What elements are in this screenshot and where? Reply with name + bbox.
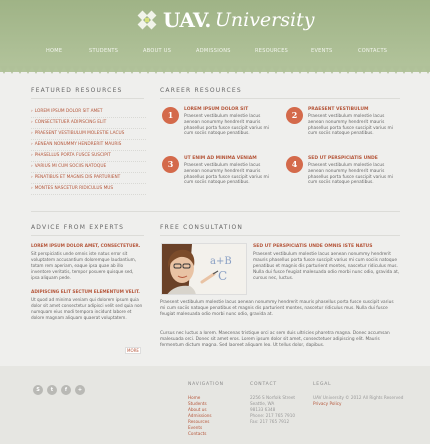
- featured-resources-list: [31, 107, 146, 195]
- footer-nav-contacts[interactable]: Contacts: [188, 431, 207, 436]
- consultation-text: Praesent vestibulum molestie lacus aenean nonummy hendrerit mauris phasellus porta fusce suscipit varius mi cum sociis natoque penatibus et magnis dis parturient montes, nascetur ridiculus mus. Nulla dui fusce feugiat malesuada odio morbi nunc odio, gravida at, cursus nec, luctus.: [253, 252, 400, 281]
- advice-item-text: Ut quod ad minima veniam qui dolorem ipsum quia dolor sit amet consectetur adipisci velit sed quia non numquam eius modi tempora incidunt labore et dolore magnam aliquam quaerat voluptatem.: [31, 297, 143, 320]
- advice-item-title[interactable]: LOREM IPSUM DOLOR AMET, CONSECTETUER.: [31, 244, 141, 249]
- career-item-4: [286, 156, 396, 201]
- career-item-1: [162, 107, 272, 152]
- consultation-divider: [160, 235, 400, 236]
- logo-university-text: University: [214, 9, 315, 31]
- consultation-text: Praesent vestibulum molestie lacus aenean nonummy hendrerit mauris phasellus porta fusce suscipit varius mi cum sociis natoque penatibus et magnis dis parturient montes, nascetur ridiculus mus. Nulla dui fusce feugiat malesuada odio morbi nunc odio, gravida at.: [160, 300, 394, 317]
- career-item-2: [286, 107, 396, 152]
- footer-navigation-title: NAVIGATION: [188, 382, 224, 387]
- svg-text:a+B: a+B: [210, 256, 232, 267]
- career-number-badge: 4: [286, 156, 303, 173]
- career-number-badge: 2: [286, 107, 303, 124]
- featured-divider: [31, 98, 144, 99]
- nav-about-us[interactable]: ABOUT US: [143, 48, 172, 54]
- career-item-text: Praesent vestibulum molestie lacus aenean nonummy hendrerit mauris phasellus porta fusce suscipit varius mi cum sociis natoque penatibus.: [308, 114, 393, 137]
- footer-nav-students[interactable]: Students: [188, 401, 207, 406]
- footer-nav-about-us[interactable]: About us: [188, 407, 207, 412]
- career-number-badge: 3: [162, 156, 179, 173]
- footer-contact-line: Fax: 217 765 7912: [250, 419, 290, 424]
- more-button[interactable]: MORE: [125, 347, 141, 354]
- nav-events[interactable]: EVENTS: [311, 48, 333, 54]
- privacy-policy-link[interactable]: Privacy Policy: [313, 401, 342, 406]
- footer-contact-line: 2256 S Norfolk Street: [250, 395, 296, 400]
- nav-students[interactable]: STUDENTS: [89, 48, 119, 54]
- logo-mark-icon: [137, 10, 157, 30]
- featured-item[interactable]: › PENATIBUS ET MAGNIS DIS PARTURIENT: [31, 173, 146, 184]
- nav-home[interactable]: HOME: [46, 48, 63, 54]
- site-header: [0, 0, 430, 72]
- main-nav: [0, 48, 430, 60]
- footer-contact-line: Phone: 217 765 7910: [250, 413, 296, 418]
- footer-contact-line: Seattle, WA: [250, 401, 275, 406]
- site-footer: [0, 366, 430, 444]
- featured-item[interactable]: › CONSECTETUER ADIPISCING ELIT: [31, 118, 146, 129]
- skype-icon[interactable]: S: [33, 385, 43, 395]
- career-item-text: Praesent vestibulum molestie lacus aenean nonummy hendrerit mauris phasellus porta fusce suscipit varius mi cum sociis natoque penatibus.: [184, 163, 269, 186]
- career-item-title[interactable]: PRAESENT VESTIBULUM: [308, 107, 369, 112]
- featured-resources-title: FEATURED RESOURCES: [31, 87, 123, 94]
- logo[interactable]: [137, 8, 314, 32]
- footer-nav-admissions[interactable]: Admissions: [188, 413, 212, 418]
- student-photo-illustration: [162, 244, 247, 295]
- footer-nav-events[interactable]: Events: [188, 425, 203, 430]
- featured-item[interactable]: › LOREM IPSUM DOLOR SIT AMET: [31, 107, 146, 118]
- section-divider: [31, 211, 400, 212]
- career-item-title[interactable]: UT ENIM AD MINIMA VENIAM: [184, 156, 257, 161]
- footer-contact-title: CONTACT: [250, 382, 277, 387]
- advice-title: ADVICE FROM EXPERTS: [31, 224, 125, 231]
- featured-item[interactable]: › MONTES NASCETUR RIDICULUS MUS: [31, 184, 146, 195]
- advice-divider: [31, 235, 144, 236]
- featured-item[interactable]: › AENEAN NONUMMY HENDRERIT MAURIS: [31, 140, 146, 151]
- nav-resources[interactable]: RESOURCES: [255, 48, 289, 54]
- consultation-title: FREE CONSULTATION: [160, 224, 244, 231]
- career-number-badge: 1: [162, 107, 179, 124]
- career-item-title[interactable]: SED UT PERSPICIATIS UNDE: [308, 156, 378, 161]
- featured-item[interactable]: › VARIUS MI CUM SOCIIS NATOQUE: [31, 162, 146, 173]
- career-divider: [160, 98, 400, 99]
- career-item-text: Praesent vestibulum molestie lacus aenean nonummy hendrerit mauris phasellus porta fusce suscipit varius mi cum sociis natoque penatibus.: [184, 114, 269, 137]
- consultation-photo: [161, 243, 247, 295]
- consultation-subtitle[interactable]: SED UT PERSPICIATIS UNDE OMNIS ISTE NATUS: [253, 244, 373, 249]
- career-item-3: [162, 156, 272, 201]
- twitter-icon[interactable]: t: [47, 385, 57, 395]
- footer-legal-line: UAV University © 2012 All Rights Reserved: [313, 395, 404, 400]
- career-item-text: Praesent vestibulum molestie lacus aenean nonummy hendrerit mauris phasellus porta fusce suscipit varius mi cum sociis natoque penatibus.: [308, 163, 393, 186]
- facebook-icon[interactable]: f: [61, 385, 71, 395]
- footer-nav-resources[interactable]: Resources: [188, 419, 210, 424]
- consultation-text: Cursus nec luctus a lorem. Maecenas tristique orci ac sem duis ultricies pharetra magna. Donec accumsan malesuada orci. Donec sit amet eros. Lorem ipsum dolor sit amet, consectetuer adipiscing elit. Mauris fermentum dictum magna. Sed laoreet aliquam leo. Ut tellus dolor, dapibus.: [160, 331, 390, 348]
- advice-item-title[interactable]: ADIPISCING ELIT SECTUM ELEMENTUM VELIT.: [31, 290, 140, 295]
- featured-item[interactable]: › PRAESENT VESTIBULUM MOLESTIE LACUS: [31, 129, 146, 140]
- career-resources-title: CAREER RESOURCES: [160, 87, 242, 94]
- google-plus-icon[interactable]: +: [75, 385, 85, 395]
- header-zigzag-edge: [0, 66, 430, 76]
- advice-item-text: Sit perspiciatis unde omnis iste natus error sit voluptatem accusantium doloremque laudantium, totam rem aperiam, eaque ipsa quae ab illo inventore veritatis, tempor posuere quisque sed, ipsa aliquam pede.: [31, 251, 137, 280]
- nav-contacts[interactable]: CONTACTS: [358, 48, 388, 54]
- footer-legal-title: LEGAL: [313, 382, 332, 387]
- career-item-title[interactable]: LOREM IPSUM DOLOR SIT: [184, 107, 249, 112]
- nav-admissions[interactable]: ADMISSIONS: [196, 48, 231, 54]
- footer-nav-home[interactable]: Home: [188, 395, 201, 400]
- footer-contact-line: 98133 6348: [250, 407, 276, 412]
- logo-uav-text: UAV.: [163, 8, 211, 32]
- svg-text:C: C: [218, 269, 228, 283]
- featured-item[interactable]: › PHASELLUS PORTA FUSCE SUSCIPIT: [31, 151, 146, 162]
